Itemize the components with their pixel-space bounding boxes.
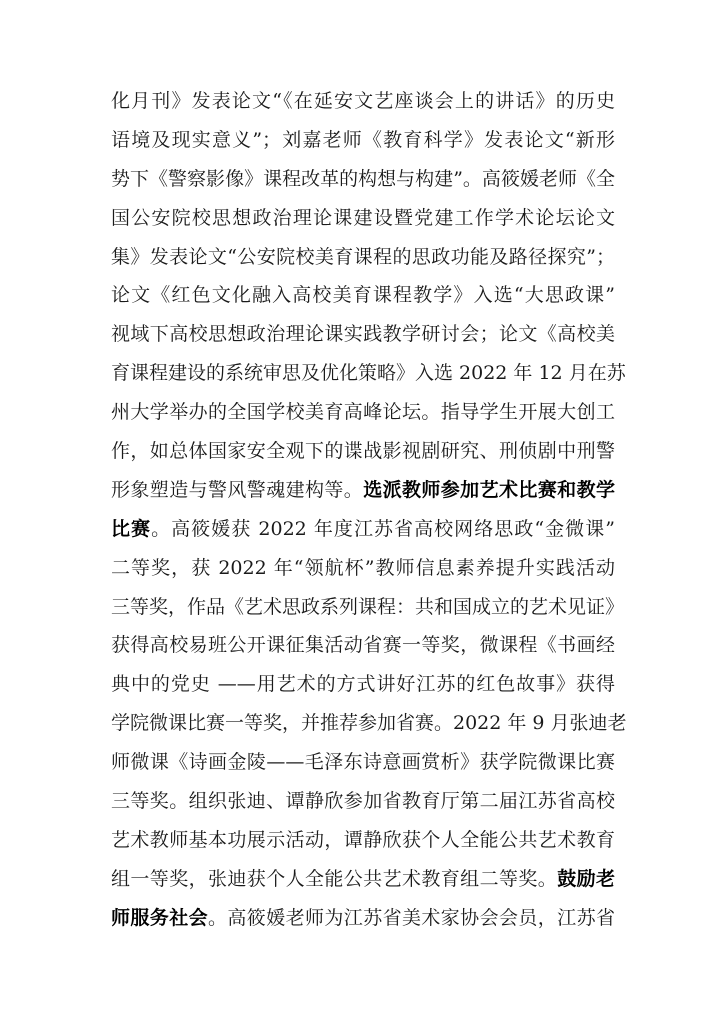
body-text-segment: 集》发表论文“公安院校美育课程的思政功能及路径探究”； xyxy=(111,245,615,268)
body-text-segment: 三等奖。组织张迪、谭静欣参加省教育厅第二届江苏省高校 xyxy=(111,790,615,813)
text-line xyxy=(111,510,615,549)
body-text-segment: 典中的党史 ——用艺术的方式讲好江苏的红色故事》获得 xyxy=(111,673,615,696)
body-text-segment: 势下《警察影像》课程改革的构想与构建”。高筱媛老师《全 xyxy=(111,167,615,190)
body-text-segment: 育课程建设的系统审思及优化策略》入选 2022 年 12 月在苏 xyxy=(111,362,626,385)
bold-heading-text: 师服务社会 xyxy=(111,906,208,929)
body-text-segment: 州大学举办的全国学校美育高峰论坛。指导学生开展大创工 xyxy=(111,401,615,424)
text-line xyxy=(111,238,615,277)
text-line xyxy=(111,160,615,199)
text-line xyxy=(111,588,625,627)
body-text-segment: 视域下高校思想政治理论课实践教学研讨会；论文《高校美 xyxy=(111,323,615,346)
text-line xyxy=(111,199,615,238)
text-line xyxy=(111,354,626,393)
body-text-segment: 语境及现实意义”；刘嘉老师《教育科学》发表论文“新形 xyxy=(111,128,615,151)
text-line xyxy=(111,432,615,471)
text-line xyxy=(111,276,615,315)
body-text-segment: 形象塑造与警风警魂建构等。 xyxy=(111,478,364,501)
text-line xyxy=(111,743,615,782)
body-text-segment: 论文《红色文化融入高校美育课程教学》入选“大思政课” xyxy=(111,284,615,307)
body-text-segment: 二等奖，获 2022 年“领航杯”教师信息素养提升实践活动 xyxy=(111,556,615,579)
body-text-segment: 作，如总体国家安全观下的谍战影视剧研究、刑侦剧中刑警 xyxy=(111,440,615,463)
bold-heading-text: 选派教师参加艺术比赛和教学 xyxy=(363,478,615,501)
text-line xyxy=(111,626,615,665)
text-line xyxy=(111,393,615,432)
body-text-segment: 师微课《诗画金陵——毛泽东诗意画赏析》获学院微课比赛 xyxy=(111,751,615,774)
text-line xyxy=(111,704,627,743)
body-text-segment: 化月刊》发表论文“《在延安文艺座谈会上的讲话》的历史 xyxy=(111,90,615,112)
text-line xyxy=(111,860,615,899)
text-line xyxy=(111,782,615,821)
body-text-segment: 。高筱媛获 2022 年度江苏省高校网络思政“金微课” xyxy=(151,517,615,540)
body-text-segment: 三等奖，作品《艺术思政系列课程：共和国成立的艺术见证》 xyxy=(111,595,625,618)
bold-heading-text: 鼓励老 xyxy=(557,867,615,890)
body-text-segment: 国公安院校思想政治理论课建设暨党建工作学术论坛论文 xyxy=(111,206,615,229)
text-line xyxy=(111,471,615,510)
text-line xyxy=(111,665,615,704)
text-line xyxy=(111,821,615,860)
body-text xyxy=(111,82,627,938)
text-line xyxy=(111,899,615,938)
body-text-segment: 学院微课比赛一等奖，并推荐参加省赛。2022 年 9 月张迪老 xyxy=(111,712,627,735)
body-text-segment: 获得高校易班公开课征集活动省赛一等奖，微课程《书画经 xyxy=(111,634,615,657)
text-line xyxy=(111,121,615,160)
body-text-segment: 。高筱媛老师为江苏省美术家协会会员，江苏省 xyxy=(208,906,615,929)
text-line xyxy=(111,315,615,354)
text-line xyxy=(111,549,615,588)
bold-heading-text: 比赛 xyxy=(111,517,152,540)
text-line xyxy=(111,82,615,121)
body-text-segment: 艺术教师基本功展示活动，谭静欣获个人全能公共艺术教育 xyxy=(111,828,615,851)
body-text-segment: 组一等奖，张迪获个人全能公共艺术教育组二等奖。 xyxy=(111,867,558,890)
